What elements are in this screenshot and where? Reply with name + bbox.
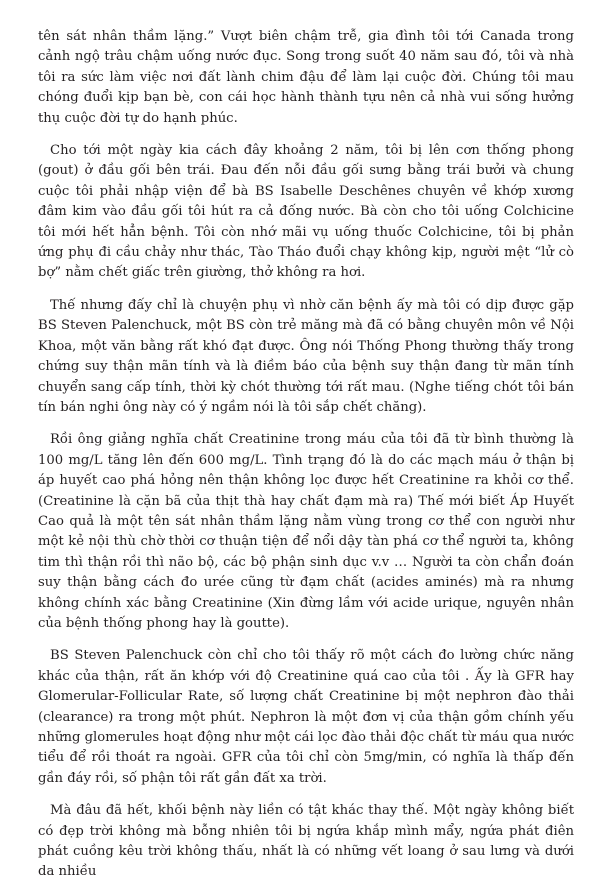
paragraph-gfr: BS Steven Palenchuck còn chỉ cho tôi thấy rõ một cách đo lường chức năng khác của thận, rất ăn khớp với độ Creatinine quá cao của tôi . Ấy là GFR hay Glomerular-Follicular Rate, số lượng chất Creatinine bị một nephron đào thải (clearance) ra trong một phút. Nephron là một đơn vị của thận gồm chính yếu những glomerules hoạt động như một cái lọc đào thải độc chất từ máu qua nước tiểu để rồi thoát ra ngoài. GFR của tôi chỉ còn 5mg/min, có nghĩa là thấp đến gần đáy rồi, số phận tôi rất gần đất xa trời. [38,648,574,786]
paragraph-gout-episode: Cho tới một ngày kia cách đây khoảng 2 năm, tôi bị lên cơn thống phong (gout) ở đầu gối bên trái. Đau đến nỗi đầu gối sưng bằng trái bưởi và chung cuộc tôi phải nhập viện để bà BS Isabelle Deschênes chuyên về khớp xương đâm kim vào đầu gối tôi hút ra cả đống nước. Bà còn cho tôi uống Colchicine tôi mới hết hẳn bệnh. Tôi còn nhớ mãi vụ uống thuốc Colchicine, tôi bị phản ứng phụ đi cầu chảy như thác, Tào Tháo đuổi chạy không kịp, người mệt “lử cò bợ” nằm chết giấc trên giường, thở không ra hơi. [38,143,574,281]
paragraph-itching: Mà đâu đã hết, khối bệnh này liền có tật khác thay thế. Một ngày không biết có đẹp trời không mà bỗng nhiên tôi bị ngứa khắp mình mẩy, ngứa phát điên phát cuồng kêu trời không thấu, nhất là có những vết loang ở sau lưng và dưới da nhiều [38,803,574,880]
paragraph-intro-continuation: tên sát nhân thầm lặng.” Vượt biên chậm trễ, gia đình tôi tới Canada trong cảnh ngộ trâu chậm uống nước đục. Song trong suốt 40 năm sau đó, tôi và nhà tôi ra sức làm việc nơi đất lành chim đậu để làm lại cuộc đời. Chúng tôi mau chóng đuổi kịp bạn bè, con cái học hành thành tựu nên cả nhà vui sống hưởng thụ cuộc đời tự do hạnh phúc. [38,29,574,126]
paragraph-doctor-meeting: Thế nhưng đấy chỉ là chuyện phụ vì nhờ căn bệnh ấy mà tôi có dịp được gặp BS Steven Palenchuck, một BS còn trẻ măng mà đã có bằng chuyên môn về Nội Khoa, một văn bằng rất khó đạt được. Ông nói Thống Phong thường thấy trong chứng suy thận mãn tính và là điềm báo của bệnh suy thận đang từ mãn tính chuyển sang cấp tính, thời kỳ chót thường tới rất mau. (Nghe tiếng chót tôi bán tín bán nghi ông này có ý ngầm nói là tôi sắp chết chăng). [38,297,574,415]
paragraph-creatinine: Rồi ông giảng nghĩa chất Creatinine trong máu của tôi đã từ bình thường là 100 mg/L tăng lên đến 600 mg/L. Tình trạng đó là do các mạch máu ở thận bị áp huyết cao phá hỏng nên thận không lọc được hết Creatinine ra khỏi cơ thể. (Creatinine là cặn bã của thịt thà hay chất đạm mà ra) Thế mới biết Áp Huyết Cao quả là một tên sát nhân thầm lặng nằm vùng trong cơ thể con người như một kẻ nội thù chờ thời cơ thuận tiện để nổi dậy tàn phá cơ thể người ta, không tim thì thận rồi thì não bộ, các bộ phận sinh dục v.v … Người ta còn chẩn đoán suy thận bằng cách đo urée cũng từ đạm chất (acides aminés) mà ra nhưng không chính xác bằng Creatinine (Xin đừng lầm với acide urique, nguyên nhân của bệnh thống phong hay là goutte). [38,432,574,631]
